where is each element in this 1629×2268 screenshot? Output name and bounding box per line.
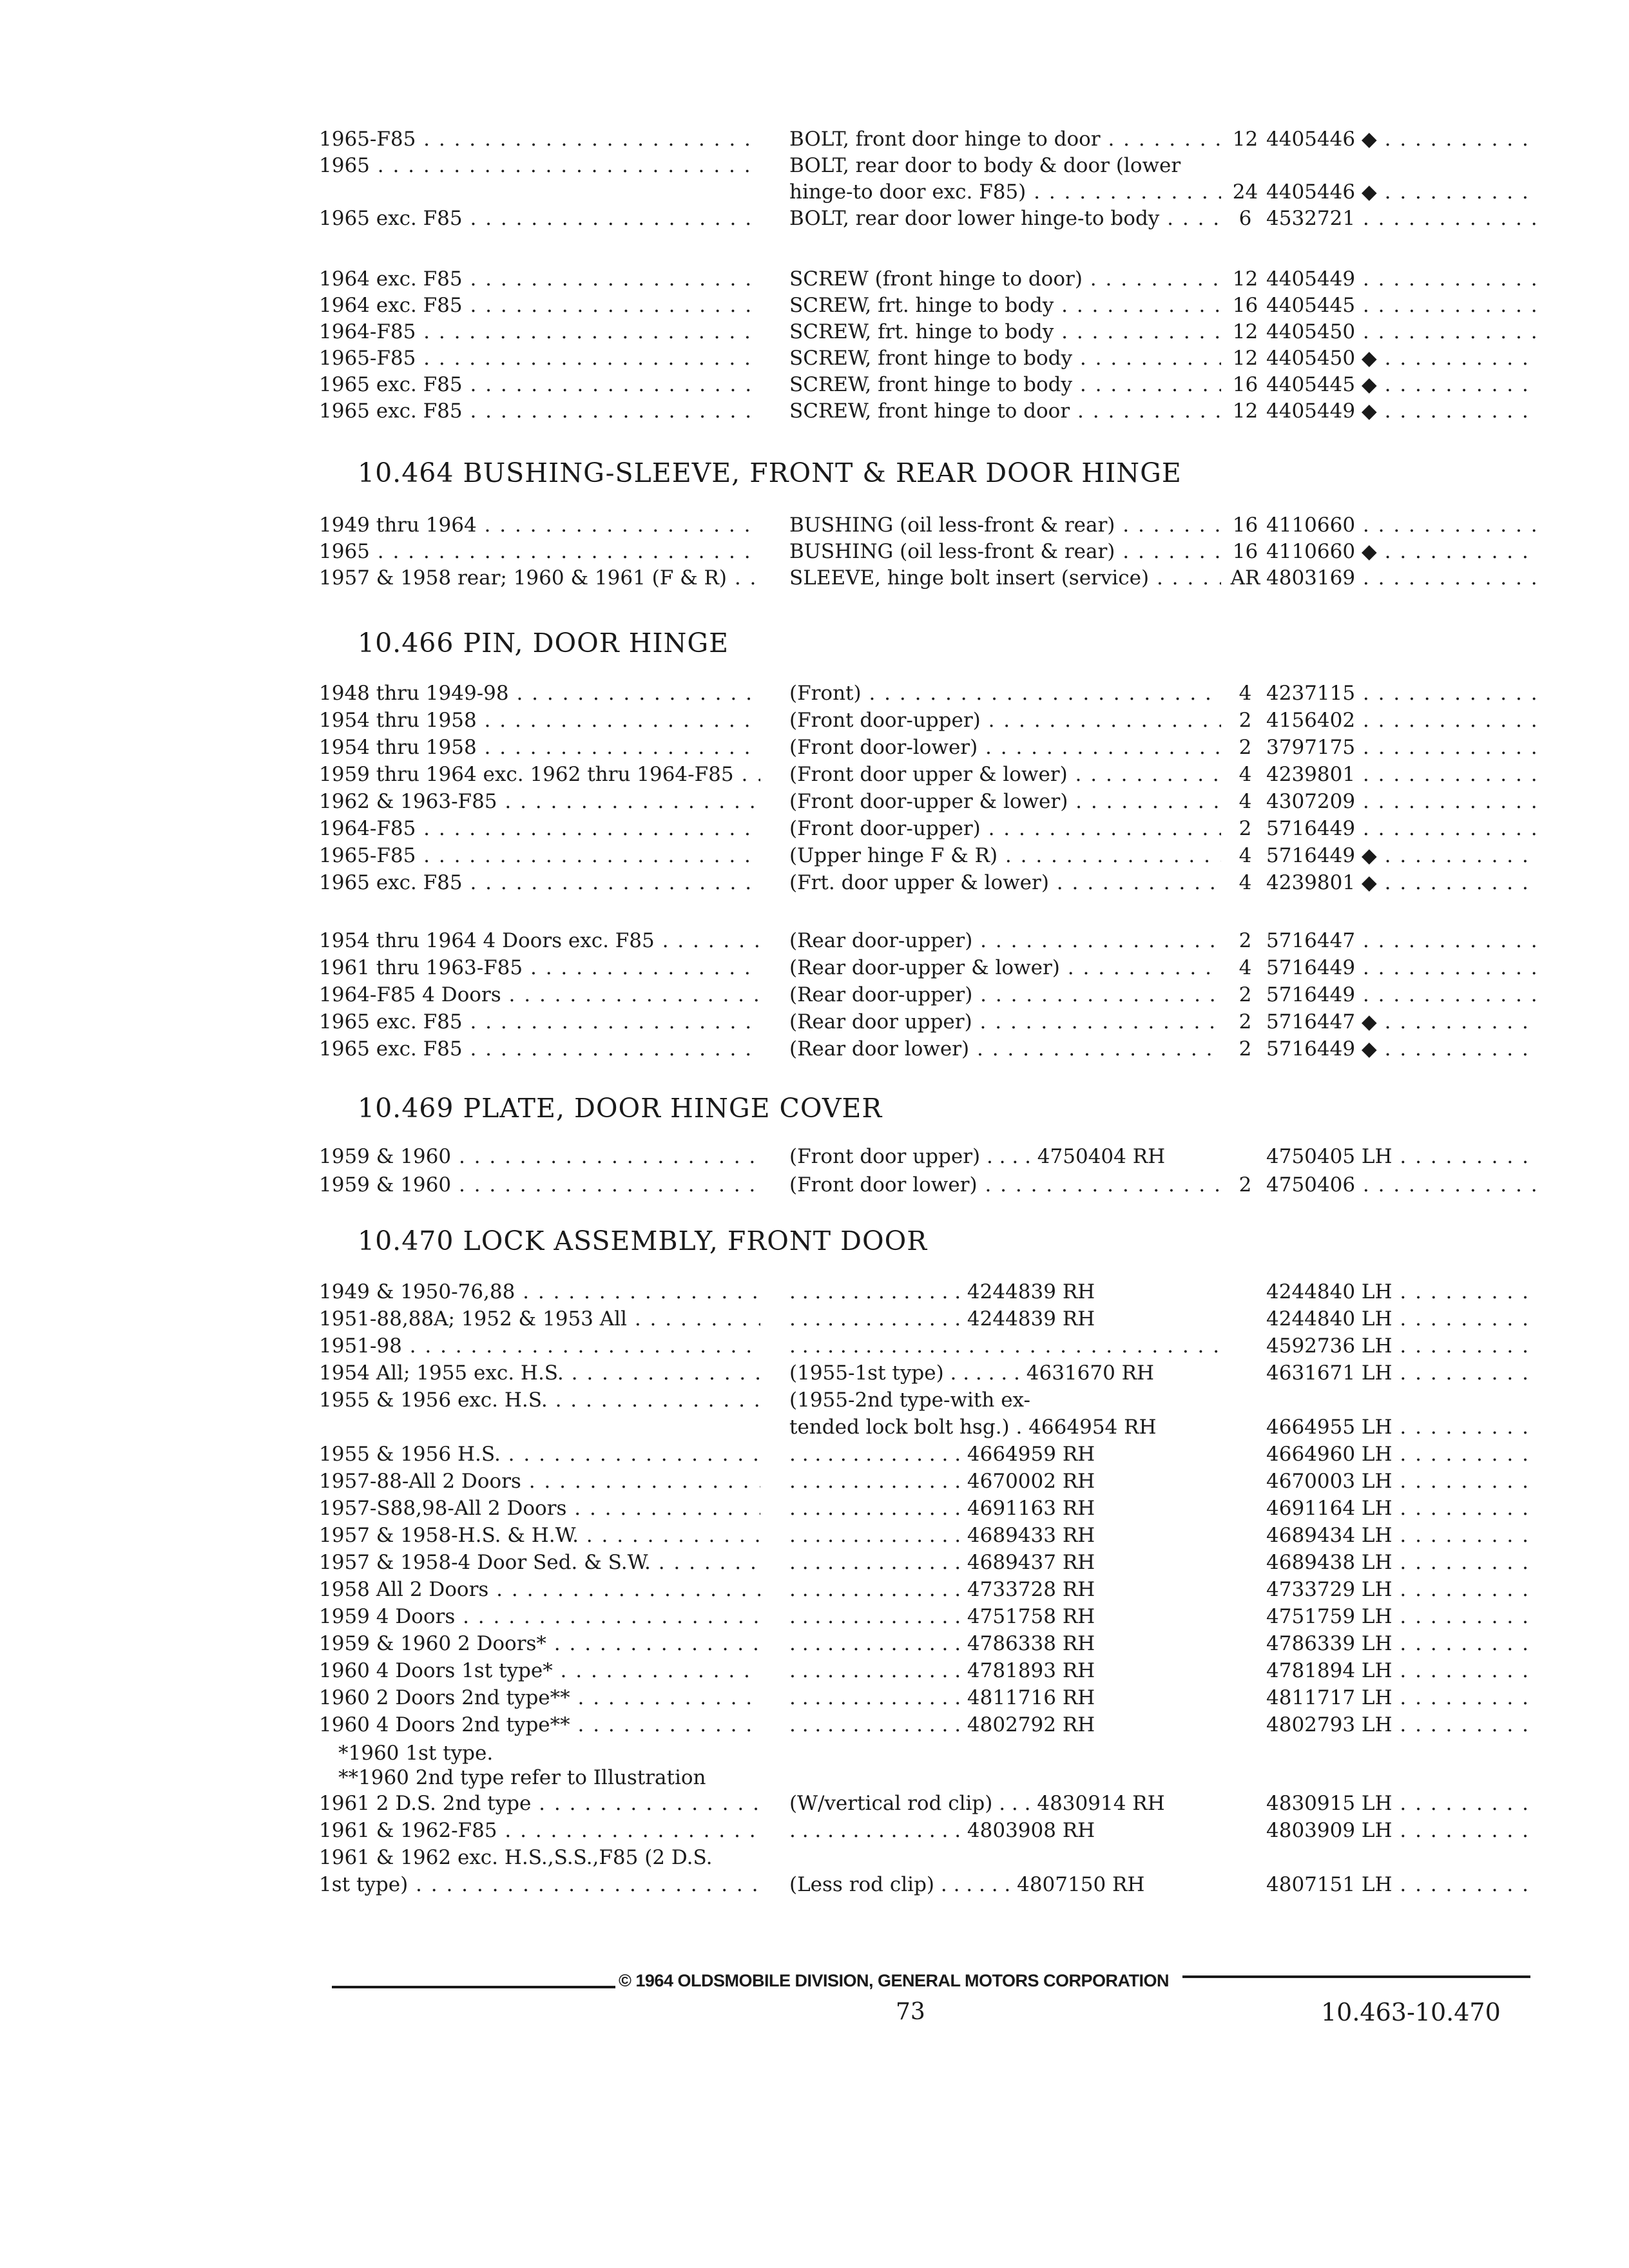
row-description: BUSHING (oil less-front & rear) . . . <box>789 512 1221 538</box>
row-description: SCREW (front hinge to door) . . . <box>789 266 1221 292</box>
row-model: 1954 thru 1958 . . . <box>319 707 760 733</box>
row-quantity: 4 <box>1239 763 1252 786</box>
table-row <box>0 1658 1629 1684</box>
row-description: SCREW, front hinge to door . . . <box>789 398 1221 424</box>
table-row <box>0 1712 1629 1738</box>
row-model: 1949 thru 1964 . . . <box>319 512 760 538</box>
row-quantity: 4 <box>1239 790 1252 813</box>
row-description: . . . . . . . . . . . . . . 4689437 RH <box>789 1551 1095 1574</box>
footer-rule-right <box>1182 1975 1530 1978</box>
row-description: (Frt. door upper & lower) . . . <box>789 870 1221 896</box>
row-model: 1959 thru 1964 exc. 1962 thru 1964-F85 . . . <box>319 762 760 787</box>
row-model: 1965 exc. F85 . . . <box>319 372 760 398</box>
row-part-number: 4689434 LH . . . <box>1266 1523 1537 1548</box>
row-model: 1st type) . . . <box>319 1872 760 1898</box>
row-model: 1959 & 1960 . . . <box>319 1172 760 1198</box>
row-quantity: 24 <box>1232 180 1258 204</box>
row-model: 1960 4 Doors 2nd type** . . . <box>319 1712 760 1738</box>
row-model: 1965 exc. F85 . . . <box>319 1036 760 1062</box>
row-description: (Front door-upper & lower) . . . <box>789 789 1221 814</box>
row-description: (W/vertical rod clip) . . . 4830914 RH <box>789 1792 1165 1815</box>
row-quantity: 4 <box>1239 871 1252 894</box>
footnote: *1960 1st type. <box>338 1742 494 1765</box>
row-part-number: 4244840 LH . . . <box>1266 1279 1537 1305</box>
row-description: (Front door-lower) . . . <box>789 735 1221 760</box>
row-quantity: 4 <box>1239 956 1252 979</box>
row-model: 1965 . . . <box>319 153 760 178</box>
row-model: 1965 . . . <box>319 539 760 564</box>
row-quantity: 2 <box>1239 1037 1252 1061</box>
row-part-number: 4691164 LH . . . <box>1266 1495 1537 1521</box>
row-model: 1954 All; 1955 exc. H.S. . . . <box>319 1360 760 1386</box>
row-quantity: 4 <box>1239 682 1252 705</box>
row-model: 1960 4 Doors 1st type* . . . <box>319 1658 760 1684</box>
row-part-number: 4811717 LH . . . <box>1266 1685 1537 1711</box>
row-part-number: 4803909 LH . . . <box>1266 1818 1537 1843</box>
row-description: (1955-2nd type-with ex- <box>789 1389 1030 1412</box>
table-row <box>0 1144 1629 1169</box>
row-description: . . . . . . . . . . . . . . 4781893 RH <box>789 1659 1095 1682</box>
row-model: 1961 & 1962 exc. H.S.,S.S.,F85 (2 D.S. <box>319 1846 713 1869</box>
table-row <box>0 955 1629 981</box>
row-part-number: 4244840 LH . . . <box>1266 1306 1537 1332</box>
table-row <box>0 1685 1629 1711</box>
row-part-number: 4405450 ◆ . . . <box>1266 345 1537 371</box>
row-model: 1961 thru 1963-F85 . . . <box>319 955 760 981</box>
row-model: 1961 & 1962-F85 . . . <box>319 1818 760 1843</box>
row-description: (Rear door-upper & lower) . . . <box>789 955 1221 981</box>
row-part-number: 4405445 ◆ . . . <box>1266 372 1537 398</box>
row-description: (Front) . . . <box>789 680 1221 706</box>
row-part-number: 4670003 LH . . . <box>1266 1468 1537 1494</box>
row-quantity: 16 <box>1232 373 1258 396</box>
row-description: . . . . . . . . . . . . . . 4244839 RH <box>789 1280 1095 1303</box>
table-row <box>0 1550 1629 1575</box>
row-part-number: 4592736 LH . . . <box>1266 1333 1537 1359</box>
table-row <box>0 179 1629 205</box>
section-heading: 10.466 PIN, DOOR HINGE <box>358 628 729 658</box>
table-row <box>0 206 1629 231</box>
row-description: BOLT, rear door to body & door (lower <box>789 154 1181 177</box>
table-row <box>0 982 1629 1008</box>
row-description: . . . . . . . . . . . . . . . . . <box>789 1333 1221 1359</box>
row-quantity: 12 <box>1232 347 1258 370</box>
table-row <box>0 1360 1629 1386</box>
row-part-number: 4405446 ◆ . . . <box>1266 126 1537 152</box>
row-quantity: 12 <box>1232 399 1258 423</box>
row-part-number: 4532721 . . . <box>1266 206 1537 231</box>
row-part-number: 4751759 LH . . . <box>1266 1604 1537 1629</box>
table-row <box>0 1468 1629 1494</box>
row-description: . . . . . . . . . . . . . . 4751758 RH <box>789 1605 1095 1628</box>
row-description: hinge-to door exc. F85) . . . <box>789 179 1221 205</box>
row-description: BUSHING (oil less-front & rear) . . . <box>789 539 1221 564</box>
row-model: 1965 exc. F85 . . . <box>319 206 760 231</box>
row-quantity: 2 <box>1239 817 1252 840</box>
row-model: 1955 & 1956 exc. H.S. . . . <box>319 1387 760 1413</box>
row-quantity: 2 <box>1239 929 1252 952</box>
row-quantity: 2 <box>1239 983 1252 1006</box>
row-part-number: 4405449 . . . <box>1266 266 1537 292</box>
row-model: 1962 & 1963-F85 . . . <box>319 789 760 814</box>
row-part-number: 4807151 LH . . . <box>1266 1872 1537 1898</box>
row-part-number: 4156402 . . . <box>1266 707 1537 733</box>
row-model: 1965-F85 . . . <box>319 345 760 371</box>
row-description: (Rear door-upper) . . . <box>789 928 1221 954</box>
row-model: 1965-F85 . . . <box>319 126 760 152</box>
row-model: 1957 & 1958 rear; 1960 & 1961 (F & R) . . . <box>319 565 760 591</box>
table-row <box>0 1414 1629 1440</box>
table-row <box>0 1441 1629 1467</box>
table-row <box>0 1495 1629 1521</box>
row-model: 1959 & 1960 2 Doors* . . . <box>319 1631 760 1657</box>
row-quantity: 16 <box>1232 514 1258 537</box>
row-model: 1961 2 D.S. 2nd type . . . <box>319 1791 760 1816</box>
row-part-number: 5716449 . . . <box>1266 955 1537 981</box>
row-description: (Front door lower) . . . <box>789 1172 1221 1198</box>
table-row <box>0 680 1629 706</box>
row-part-number: 5716447 . . . <box>1266 928 1537 954</box>
table-row <box>0 928 1629 954</box>
row-part-number: 4689438 LH . . . <box>1266 1550 1537 1575</box>
table-row <box>0 266 1629 292</box>
row-quantity: 16 <box>1232 294 1258 317</box>
row-model: 1965 exc. F85 . . . <box>319 398 760 424</box>
row-part-number: 4405446 ◆ . . . <box>1266 179 1537 205</box>
row-description: (Rear door upper) . . . <box>789 1009 1221 1035</box>
row-model: 1954 thru 1964 4 Doors exc. F85 . . . <box>319 928 760 954</box>
row-part-number: 4110660 . . . <box>1266 512 1537 538</box>
table-row <box>0 293 1629 318</box>
row-model: 1949 & 1950-76,88 . . . <box>319 1279 760 1305</box>
section-heading: 10.464 BUSHING-SLEEVE, FRONT & REAR DOOR HINGE <box>358 457 1182 488</box>
row-part-number: 4802793 LH . . . <box>1266 1712 1537 1738</box>
row-model: 1958 All 2 Doors . . . <box>319 1577 760 1602</box>
table-row <box>0 1604 1629 1629</box>
row-quantity: 12 <box>1232 320 1258 343</box>
row-model: 1957 & 1958-4 Door Sed. & S.W. . . . <box>319 1550 760 1575</box>
table-row <box>0 1279 1629 1305</box>
row-quantity: AR <box>1230 566 1260 590</box>
row-quantity: 12 <box>1232 267 1258 291</box>
table-row <box>0 512 1629 538</box>
row-model: 1965 exc. F85 . . . <box>319 870 760 896</box>
row-part-number: 4110660 ◆ . . . <box>1266 539 1537 564</box>
table-row <box>0 1631 1629 1657</box>
table-row <box>0 789 1629 814</box>
row-description: SLEEVE, hinge bolt insert (service) . . . <box>789 565 1221 591</box>
section-heading: 10.470 LOCK ASSEMBLY, FRONT DOOR <box>358 1225 928 1256</box>
row-quantity: 2 <box>1239 736 1252 759</box>
row-part-number: 4239801 . . . <box>1266 762 1537 787</box>
footer-copyright: © 1964 OLDSMOBILE DIVISION, GENERAL MOTORS CORPORATION <box>619 1971 1170 1990</box>
row-model: 1955 & 1956 H.S. . . . <box>319 1441 760 1467</box>
row-description: (Front door-upper) . . . <box>789 816 1221 841</box>
table-row <box>0 735 1629 760</box>
table-row <box>0 398 1629 424</box>
table-row <box>0 1387 1629 1413</box>
row-model: 1960 2 Doors 2nd type** . . . <box>319 1685 760 1711</box>
table-row <box>0 816 1629 841</box>
row-description: . . . . . . . . . . . . . . 4811716 RH <box>789 1686 1095 1709</box>
row-model: 1948 thru 1949-98 . . . <box>319 680 760 706</box>
row-quantity: 16 <box>1232 540 1258 563</box>
row-part-number: 4664955 LH . . . <box>1266 1414 1537 1440</box>
row-quantity: 2 <box>1239 1173 1252 1196</box>
section-heading: 10.469 PLATE, DOOR HINGE COVER <box>358 1093 883 1124</box>
row-description: . . . . . . . . . . . . . . 4803908 RH <box>789 1819 1095 1842</box>
table-row <box>0 1791 1629 1816</box>
row-description: . . . . . . . . . . . . . . 4670002 RH <box>789 1470 1095 1493</box>
row-description: BOLT, rear door lower hinge-to body . . . <box>789 206 1221 231</box>
table-row <box>0 539 1629 564</box>
table-row <box>0 153 1629 178</box>
row-description: (Front door upper) . . . . 4750404 RH <box>789 1145 1166 1168</box>
table-row <box>0 1172 1629 1198</box>
table-row <box>0 345 1629 371</box>
row-part-number: 4830915 LH . . . <box>1266 1791 1537 1816</box>
row-model: 1964 exc. F85 . . . <box>319 293 760 318</box>
row-part-number: 4239801 ◆ . . . <box>1266 870 1537 896</box>
table-row <box>0 1333 1629 1359</box>
row-model: 1964-F85 . . . <box>319 319 760 345</box>
table-row <box>0 319 1629 345</box>
row-model: 1965 exc. F85 . . . <box>319 1009 760 1035</box>
row-quantity: 4 <box>1239 844 1252 867</box>
row-description: (1955-1st type) . . . . . . 4631670 RH <box>789 1361 1155 1385</box>
table-row <box>0 1845 1629 1870</box>
row-part-number: 4786339 LH . . . <box>1266 1631 1537 1657</box>
row-description: tended lock bolt hsg.) . 4664954 RH <box>789 1416 1157 1439</box>
table-row <box>0 1577 1629 1602</box>
row-model: 1959 4 Doors . . . <box>319 1604 760 1629</box>
row-description: SCREW, frt. hinge to body . . . <box>789 293 1221 318</box>
row-model: 1964-F85 4 Doors . . . <box>319 982 760 1008</box>
row-part-number: 4750406 . . . <box>1266 1172 1537 1198</box>
row-description: (Upper hinge F & R) . . . <box>789 843 1221 869</box>
row-part-number: 4803169 . . . <box>1266 565 1537 591</box>
row-description: SCREW, front hinge to body . . . <box>789 372 1221 398</box>
row-description: (Rear door-upper) . . . <box>789 982 1221 1008</box>
table-row <box>0 565 1629 591</box>
row-part-number: 4237115 . . . <box>1266 680 1537 706</box>
row-part-number: 4631671 LH . . . <box>1266 1360 1537 1386</box>
footer-rule-left <box>332 1986 615 1988</box>
table-row <box>0 1306 1629 1332</box>
table-row <box>0 1523 1629 1548</box>
row-description: (Front door upper & lower) . . . <box>789 762 1221 787</box>
row-part-number: 5716449 . . . <box>1266 816 1537 841</box>
row-quantity: 12 <box>1232 128 1258 151</box>
row-part-number: 5716447 ◆ . . . <box>1266 1009 1537 1035</box>
row-model: 1954 thru 1958 . . . <box>319 735 760 760</box>
row-description: SCREW, front hinge to body . . . <box>789 345 1221 371</box>
row-description: . . . . . . . . . . . . . . 4786338 RH <box>789 1632 1095 1655</box>
row-description: . . . . . . . . . . . . . . 4733728 RH <box>789 1578 1095 1601</box>
row-part-number: 4781894 LH . . . <box>1266 1658 1537 1684</box>
row-description: . . . . . . . . . . . . . . 4664959 RH <box>789 1443 1095 1466</box>
row-part-number: 5716449 ◆ . . . <box>1266 1036 1537 1062</box>
footnote: **1960 2nd type refer to Illustration <box>338 1766 706 1789</box>
row-model: 1957-88-All 2 Doors . . . <box>319 1468 760 1494</box>
row-part-number: 3797175 . . . <box>1266 735 1537 760</box>
table-row <box>0 372 1629 398</box>
row-description: . . . . . . . . . . . . . . 4691163 RH <box>789 1497 1095 1520</box>
row-model: 1957-S88,98-All 2 Doors . . . <box>319 1495 760 1521</box>
row-part-number: 5716449 ◆ . . . <box>1266 843 1537 869</box>
row-description: . . . . . . . . . . . . . . 4802792 RH <box>789 1713 1095 1736</box>
row-model: 1965-F85 . . . <box>319 843 760 869</box>
row-model: 1964 exc. F85 . . . <box>319 266 760 292</box>
row-model: 1959 & 1960 . . . <box>319 1144 760 1169</box>
row-part-number: 4307209 . . . <box>1266 789 1537 814</box>
row-description: (Less rod clip) . . . . . . 4807150 RH <box>789 1873 1145 1896</box>
table-row <box>0 870 1629 896</box>
table-row <box>0 843 1629 869</box>
row-part-number: 4405445 . . . <box>1266 293 1537 318</box>
row-description: . . . . . . . . . . . . . . 4244839 RH <box>789 1307 1095 1331</box>
row-description: . . . . . . . . . . . . . . 4689433 RH <box>789 1524 1095 1547</box>
row-description: (Rear door lower) . . . <box>789 1036 1221 1062</box>
page-section-range: 10.463-10.470 <box>1321 1998 1501 2026</box>
row-part-number: 4733729 LH . . . <box>1266 1577 1537 1602</box>
row-part-number: 4664960 LH . . . <box>1266 1441 1537 1467</box>
page-number: 73 <box>896 1999 925 2025</box>
row-description: (Front door-upper) . . . <box>789 707 1221 733</box>
table-row <box>0 762 1629 787</box>
row-description: SCREW, frt. hinge to body . . . <box>789 319 1221 345</box>
table-row <box>0 1872 1629 1898</box>
row-part-number: 5716449 . . . <box>1266 982 1537 1008</box>
table-row <box>0 707 1629 733</box>
table-row <box>0 1818 1629 1843</box>
row-model: 1951-88,88A; 1952 & 1953 All . . . <box>319 1306 760 1332</box>
row-description: BOLT, front door hinge to door . . . <box>789 126 1221 152</box>
row-part-number: 4405450 . . . <box>1266 319 1537 345</box>
row-model: 1951-98 . . . <box>319 1333 760 1359</box>
row-quantity: 2 <box>1239 709 1252 732</box>
table-row <box>0 126 1629 152</box>
row-part-number: 4750405 LH . . . <box>1266 1144 1537 1169</box>
row-model: 1964-F85 . . . <box>319 816 760 841</box>
row-quantity: 6 <box>1239 207 1252 230</box>
row-quantity: 2 <box>1239 1010 1252 1033</box>
table-row <box>0 1009 1629 1035</box>
row-model: 1957 & 1958-H.S. & H.W. . . . <box>319 1523 760 1548</box>
row-part-number: 4405449 ◆ . . . <box>1266 398 1537 424</box>
table-row <box>0 1036 1629 1062</box>
